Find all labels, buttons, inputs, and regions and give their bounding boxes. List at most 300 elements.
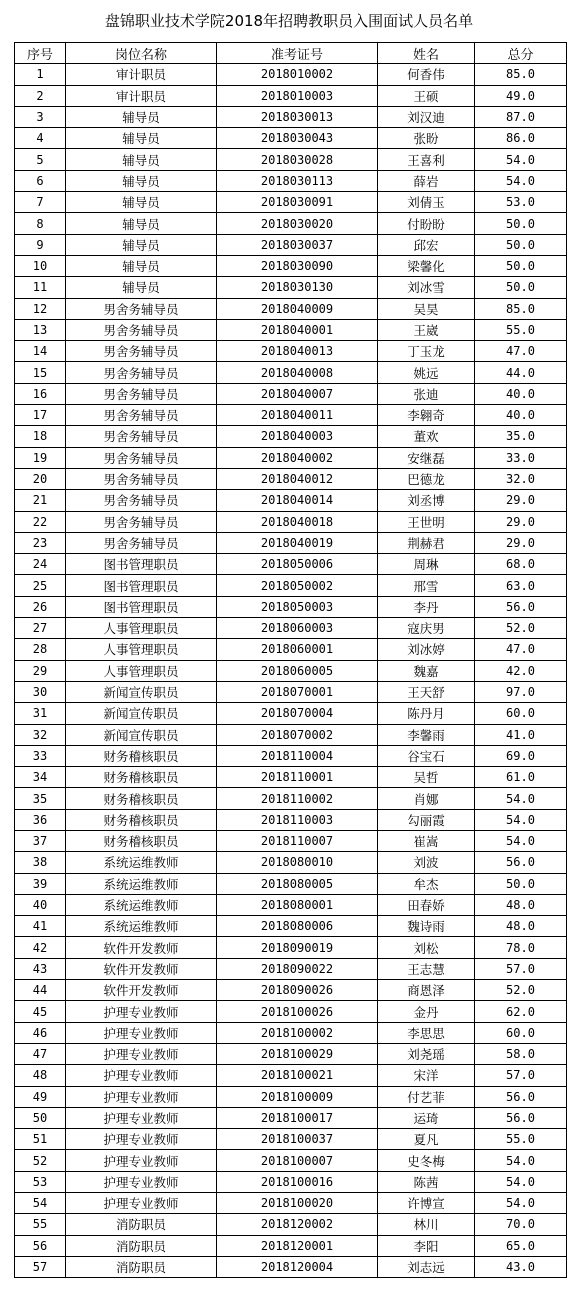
table-row — [15, 192, 567, 213]
cell-exam-id: 2018080006 — [217, 916, 378, 937]
table-row — [15, 277, 567, 298]
cell-name: 刘波 — [378, 852, 475, 873]
cell-index: 46 — [15, 1022, 66, 1043]
cell-name: 魏诗雨 — [378, 916, 475, 937]
cell-exam-id: 2018110004 — [217, 745, 378, 766]
cell-position: 男舍务辅导员 — [66, 447, 217, 468]
cell-name: 张迪 — [378, 383, 475, 404]
table-row — [15, 405, 567, 426]
cell-position: 辅导员 — [66, 277, 217, 298]
cell-position: 护理专业教师 — [66, 1193, 217, 1214]
cell-name: 薛岩 — [378, 170, 475, 191]
table-row — [15, 128, 567, 149]
table-row — [15, 681, 567, 702]
cell-name: 商恩泽 — [378, 980, 475, 1001]
table-header-row — [15, 43, 567, 64]
cell-score: 42.0 — [475, 660, 567, 681]
cell-exam-id: 2018040012 — [217, 468, 378, 489]
table-row — [15, 1065, 567, 1086]
cell-name: 魏嘉 — [378, 660, 475, 681]
cell-name: 王喜利 — [378, 149, 475, 170]
cell-score: 54.0 — [475, 830, 567, 851]
cell-name: 刘松 — [378, 937, 475, 958]
table-row — [15, 703, 567, 724]
cell-index: 44 — [15, 980, 66, 1001]
header-index: 序号 — [15, 43, 66, 64]
cell-name: 林川 — [378, 1214, 475, 1235]
cell-score: 35.0 — [475, 426, 567, 447]
table-row — [15, 1235, 567, 1256]
table-row — [15, 980, 567, 1001]
cell-index: 11 — [15, 277, 66, 298]
cell-score: 33.0 — [475, 447, 567, 468]
cell-score: 43.0 — [475, 1256, 567, 1277]
table-row — [15, 1001, 567, 1022]
cell-position: 男舍务辅导员 — [66, 426, 217, 447]
cell-exam-id: 2018080001 — [217, 894, 378, 915]
cell-score: 62.0 — [475, 1001, 567, 1022]
table-row — [15, 745, 567, 766]
cell-index: 50 — [15, 1107, 66, 1128]
cell-position: 护理专业教师 — [66, 1107, 217, 1128]
table-row — [15, 1171, 567, 1192]
cell-exam-id: 2018040007 — [217, 383, 378, 404]
cell-exam-id: 2018040009 — [217, 298, 378, 319]
cell-score: 68.0 — [475, 554, 567, 575]
cell-position: 系统运维教师 — [66, 916, 217, 937]
cell-exam-id: 2018070004 — [217, 703, 378, 724]
cell-index: 27 — [15, 618, 66, 639]
table-row — [15, 767, 567, 788]
cell-name: 刘志远 — [378, 1256, 475, 1277]
cell-index: 2 — [15, 85, 66, 106]
cell-position: 辅导员 — [66, 234, 217, 255]
cell-name: 崔嵩 — [378, 830, 475, 851]
cell-position: 新闻宣传职员 — [66, 681, 217, 702]
cell-score: 70.0 — [475, 1214, 567, 1235]
cell-position: 辅导员 — [66, 170, 217, 191]
cell-score: 50.0 — [475, 873, 567, 894]
cell-name: 邢雪 — [378, 575, 475, 596]
table-row — [15, 1043, 567, 1064]
cell-position: 审计职员 — [66, 85, 217, 106]
cell-position: 图书管理职员 — [66, 596, 217, 617]
cell-index: 39 — [15, 873, 66, 894]
cell-position: 男舍务辅导员 — [66, 383, 217, 404]
cell-position: 护理专业教师 — [66, 1043, 217, 1064]
table-row — [15, 490, 567, 511]
cell-name: 王世明 — [378, 511, 475, 532]
table-row — [15, 341, 567, 362]
cell-position: 护理专业教师 — [66, 1001, 217, 1022]
cell-position: 男舍务辅导员 — [66, 490, 217, 511]
cell-score: 50.0 — [475, 255, 567, 276]
cell-exam-id: 2018030013 — [217, 106, 378, 127]
cell-name: 张盼 — [378, 128, 475, 149]
cell-score: 29.0 — [475, 490, 567, 511]
cell-score: 48.0 — [475, 894, 567, 915]
cell-score: 40.0 — [475, 405, 567, 426]
table-row — [15, 149, 567, 170]
cell-exam-id: 2018060003 — [217, 618, 378, 639]
cell-score: 57.0 — [475, 958, 567, 979]
cell-score: 49.0 — [475, 85, 567, 106]
cell-score: 55.0 — [475, 1129, 567, 1150]
cell-score: 54.0 — [475, 1193, 567, 1214]
table-row — [15, 639, 567, 660]
cell-name: 吴昊 — [378, 298, 475, 319]
cell-position: 人事管理职员 — [66, 618, 217, 639]
table-row — [15, 468, 567, 489]
cell-index: 45 — [15, 1001, 66, 1022]
cell-score: 48.0 — [475, 916, 567, 937]
cell-name: 周琳 — [378, 554, 475, 575]
cell-index: 24 — [15, 554, 66, 575]
cell-score: 54.0 — [475, 788, 567, 809]
cell-position: 财务稽核职员 — [66, 788, 217, 809]
table-row — [15, 85, 567, 106]
cell-index: 35 — [15, 788, 66, 809]
table-row — [15, 809, 567, 830]
candidate-table-container — [14, 42, 566, 1278]
cell-exam-id: 2018040014 — [217, 490, 378, 511]
cell-score: 56.0 — [475, 596, 567, 617]
cell-position: 男舍务辅导员 — [66, 298, 217, 319]
table-row — [15, 575, 567, 596]
cell-exam-id: 2018100037 — [217, 1129, 378, 1150]
cell-index: 38 — [15, 852, 66, 873]
table-row — [15, 362, 567, 383]
cell-exam-id: 2018110003 — [217, 809, 378, 830]
cell-position: 男舍务辅导员 — [66, 405, 217, 426]
cell-score: 78.0 — [475, 937, 567, 958]
table-body — [15, 64, 567, 1278]
table-row — [15, 319, 567, 340]
cell-exam-id: 2018030091 — [217, 192, 378, 213]
table-row — [15, 1256, 567, 1277]
cell-position: 男舍务辅导员 — [66, 319, 217, 340]
cell-name: 付盼盼 — [378, 213, 475, 234]
cell-index: 21 — [15, 490, 66, 511]
cell-score: 56.0 — [475, 1107, 567, 1128]
cell-index: 49 — [15, 1086, 66, 1107]
cell-name: 宋洋 — [378, 1065, 475, 1086]
cell-index: 40 — [15, 894, 66, 915]
cell-name: 寇庆男 — [378, 618, 475, 639]
cell-exam-id: 2018100007 — [217, 1150, 378, 1171]
table-row — [15, 532, 567, 553]
cell-index: 26 — [15, 596, 66, 617]
cell-index: 13 — [15, 319, 66, 340]
cell-position: 辅导员 — [66, 213, 217, 234]
cell-score: 54.0 — [475, 1150, 567, 1171]
cell-index: 15 — [15, 362, 66, 383]
cell-exam-id: 2018100009 — [217, 1086, 378, 1107]
cell-position: 辅导员 — [66, 255, 217, 276]
cell-position: 男舍务辅导员 — [66, 362, 217, 383]
cell-score: 54.0 — [475, 809, 567, 830]
cell-name: 刘倩玉 — [378, 192, 475, 213]
cell-name: 勾丽霞 — [378, 809, 475, 830]
cell-position: 新闻宣传职员 — [66, 724, 217, 745]
table-row — [15, 170, 567, 191]
cell-score: 54.0 — [475, 149, 567, 170]
cell-score: 85.0 — [475, 298, 567, 319]
cell-position: 新闻宣传职员 — [66, 703, 217, 724]
cell-name: 梁馨化 — [378, 255, 475, 276]
cell-score: 44.0 — [475, 362, 567, 383]
cell-index: 57 — [15, 1256, 66, 1277]
cell-score: 50.0 — [475, 234, 567, 255]
cell-position: 护理专业教师 — [66, 1022, 217, 1043]
cell-name: 巴德龙 — [378, 468, 475, 489]
cell-score: 58.0 — [475, 1043, 567, 1064]
cell-score: 32.0 — [475, 468, 567, 489]
cell-position: 财务稽核职员 — [66, 830, 217, 851]
cell-index: 28 — [15, 639, 66, 660]
cell-exam-id: 2018090026 — [217, 980, 378, 1001]
cell-name: 姚远 — [378, 362, 475, 383]
cell-index: 5 — [15, 149, 66, 170]
table-row — [15, 213, 567, 234]
cell-index: 53 — [15, 1171, 66, 1192]
table-row — [15, 724, 567, 745]
cell-score: 50.0 — [475, 213, 567, 234]
cell-position: 软件开发教师 — [66, 937, 217, 958]
cell-position: 财务稽核职员 — [66, 767, 217, 788]
cell-score: 85.0 — [475, 64, 567, 85]
cell-score: 63.0 — [475, 575, 567, 596]
cell-exam-id: 2018040013 — [217, 341, 378, 362]
cell-exam-id: 2018030037 — [217, 234, 378, 255]
table-row — [15, 916, 567, 937]
cell-index: 4 — [15, 128, 66, 149]
table-row — [15, 1107, 567, 1128]
cell-exam-id: 2018100017 — [217, 1107, 378, 1128]
table-row — [15, 788, 567, 809]
cell-score: 40.0 — [475, 383, 567, 404]
cell-index: 31 — [15, 703, 66, 724]
cell-index: 17 — [15, 405, 66, 426]
cell-index: 36 — [15, 809, 66, 830]
cell-index: 16 — [15, 383, 66, 404]
cell-exam-id: 2018100016 — [217, 1171, 378, 1192]
cell-exam-id: 2018030028 — [217, 149, 378, 170]
cell-score: 57.0 — [475, 1065, 567, 1086]
cell-name: 李翱奇 — [378, 405, 475, 426]
cell-position: 男舍务辅导员 — [66, 511, 217, 532]
header-position: 岗位名称 — [66, 43, 217, 64]
cell-name: 付艺菲 — [378, 1086, 475, 1107]
cell-exam-id: 2018040019 — [217, 532, 378, 553]
cell-score: 65.0 — [475, 1235, 567, 1256]
cell-exam-id: 2018050006 — [217, 554, 378, 575]
cell-position: 辅导员 — [66, 149, 217, 170]
cell-position: 男舍务辅导员 — [66, 341, 217, 362]
cell-name: 金丹 — [378, 1001, 475, 1022]
cell-score: 41.0 — [475, 724, 567, 745]
header-score: 总分 — [475, 43, 567, 64]
table-row — [15, 426, 567, 447]
cell-index: 25 — [15, 575, 66, 596]
table-row — [15, 1022, 567, 1043]
cell-name: 李阳 — [378, 1235, 475, 1256]
table-row — [15, 1214, 567, 1235]
cell-score: 87.0 — [475, 106, 567, 127]
cell-score: 55.0 — [475, 319, 567, 340]
cell-position: 护理专业教师 — [66, 1086, 217, 1107]
cell-position: 男舍务辅导员 — [66, 468, 217, 489]
cell-index: 12 — [15, 298, 66, 319]
cell-position: 财务稽核职员 — [66, 809, 217, 830]
cell-index: 47 — [15, 1043, 66, 1064]
cell-exam-id: 2018070001 — [217, 681, 378, 702]
cell-position: 护理专业教师 — [66, 1129, 217, 1150]
table-row — [15, 298, 567, 319]
cell-index: 10 — [15, 255, 66, 276]
cell-exam-id: 2018120001 — [217, 1235, 378, 1256]
cell-score: 50.0 — [475, 277, 567, 298]
table-row — [15, 1129, 567, 1150]
table-row — [15, 660, 567, 681]
cell-index: 29 — [15, 660, 66, 681]
cell-index: 54 — [15, 1193, 66, 1214]
cell-position: 软件开发教师 — [66, 958, 217, 979]
cell-score: 29.0 — [475, 532, 567, 553]
cell-name: 王志慧 — [378, 958, 475, 979]
cell-score: 69.0 — [475, 745, 567, 766]
table-row — [15, 852, 567, 873]
table-row — [15, 873, 567, 894]
cell-index: 37 — [15, 830, 66, 851]
cell-exam-id: 2018100026 — [217, 1001, 378, 1022]
cell-index: 55 — [15, 1214, 66, 1235]
cell-score: 53.0 — [475, 192, 567, 213]
cell-index: 42 — [15, 937, 66, 958]
table-row — [15, 255, 567, 276]
cell-name: 李丹 — [378, 596, 475, 617]
cell-name: 王崴 — [378, 319, 475, 340]
cell-score: 47.0 — [475, 639, 567, 660]
cell-exam-id: 2018010002 — [217, 64, 378, 85]
cell-index: 32 — [15, 724, 66, 745]
cell-name: 牟杰 — [378, 873, 475, 894]
cell-exam-id: 2018070002 — [217, 724, 378, 745]
cell-name: 刘冰雪 — [378, 277, 475, 298]
cell-name: 王天舒 — [378, 681, 475, 702]
cell-name: 李思思 — [378, 1022, 475, 1043]
cell-position: 辅导员 — [66, 128, 217, 149]
cell-score: 54.0 — [475, 1171, 567, 1192]
cell-position: 财务稽核职员 — [66, 745, 217, 766]
cell-name: 王硕 — [378, 85, 475, 106]
cell-name: 董欢 — [378, 426, 475, 447]
table-row — [15, 511, 567, 532]
cell-exam-id: 2018080005 — [217, 873, 378, 894]
cell-exam-id: 2018110007 — [217, 830, 378, 851]
cell-score: 56.0 — [475, 1086, 567, 1107]
table-row — [15, 618, 567, 639]
cell-index: 7 — [15, 192, 66, 213]
table-row — [15, 64, 567, 85]
cell-position: 护理专业教师 — [66, 1171, 217, 1192]
cell-exam-id: 2018120002 — [217, 1214, 378, 1235]
cell-exam-id: 2018040002 — [217, 447, 378, 468]
cell-position: 男舍务辅导员 — [66, 532, 217, 553]
table-row — [15, 554, 567, 575]
cell-name: 丁玉龙 — [378, 341, 475, 362]
cell-score: 52.0 — [475, 618, 567, 639]
cell-name: 谷宝石 — [378, 745, 475, 766]
cell-position: 辅导员 — [66, 192, 217, 213]
cell-exam-id: 2018100002 — [217, 1022, 378, 1043]
cell-position: 图书管理职员 — [66, 554, 217, 575]
cell-score: 97.0 — [475, 681, 567, 702]
cell-name: 荆赫君 — [378, 532, 475, 553]
table-row — [15, 1150, 567, 1171]
cell-index: 52 — [15, 1150, 66, 1171]
cell-index: 34 — [15, 767, 66, 788]
cell-score: 61.0 — [475, 767, 567, 788]
cell-name: 史冬梅 — [378, 1150, 475, 1171]
cell-position: 消防职员 — [66, 1256, 217, 1277]
cell-exam-id: 2018110001 — [217, 767, 378, 788]
cell-exam-id: 2018080010 — [217, 852, 378, 873]
cell-index: 23 — [15, 532, 66, 553]
cell-position: 护理专业教师 — [66, 1150, 217, 1171]
cell-name: 刘尧瑶 — [378, 1043, 475, 1064]
cell-index: 33 — [15, 745, 66, 766]
cell-name: 田春娇 — [378, 894, 475, 915]
cell-exam-id: 2018010003 — [217, 85, 378, 106]
page-title: 盘锦职业技术学院2018年招聘教职员入围面试人员名单 — [104, 12, 474, 30]
cell-exam-id: 2018030020 — [217, 213, 378, 234]
cell-position: 护理专业教师 — [66, 1065, 217, 1086]
cell-exam-id: 2018030090 — [217, 255, 378, 276]
cell-score: 60.0 — [475, 1022, 567, 1043]
table-row — [15, 894, 567, 915]
cell-exam-id: 2018040008 — [217, 362, 378, 383]
cell-position: 审计职员 — [66, 64, 217, 85]
cell-name: 何香伟 — [378, 64, 475, 85]
cell-exam-id: 2018100020 — [217, 1193, 378, 1214]
cell-exam-id: 2018090019 — [217, 937, 378, 958]
cell-index: 3 — [15, 106, 66, 127]
cell-name: 陈茜 — [378, 1171, 475, 1192]
cell-score: 29.0 — [475, 511, 567, 532]
cell-position: 辅导员 — [66, 106, 217, 127]
cell-exam-id: 2018030130 — [217, 277, 378, 298]
table-row — [15, 596, 567, 617]
cell-score: 52.0 — [475, 980, 567, 1001]
cell-exam-id: 2018040003 — [217, 426, 378, 447]
cell-exam-id: 2018120004 — [217, 1256, 378, 1277]
cell-name: 李馨雨 — [378, 724, 475, 745]
table-row — [15, 830, 567, 851]
cell-index: 18 — [15, 426, 66, 447]
cell-index: 19 — [15, 447, 66, 468]
table-row — [15, 1086, 567, 1107]
cell-index: 9 — [15, 234, 66, 255]
cell-exam-id: 2018030113 — [217, 170, 378, 191]
cell-name: 刘冰婷 — [378, 639, 475, 660]
cell-exam-id: 2018060005 — [217, 660, 378, 681]
cell-name: 吴哲 — [378, 767, 475, 788]
cell-index: 8 — [15, 213, 66, 234]
cell-exam-id: 2018060001 — [217, 639, 378, 660]
cell-position: 消防职员 — [66, 1214, 217, 1235]
cell-position: 消防职员 — [66, 1235, 217, 1256]
